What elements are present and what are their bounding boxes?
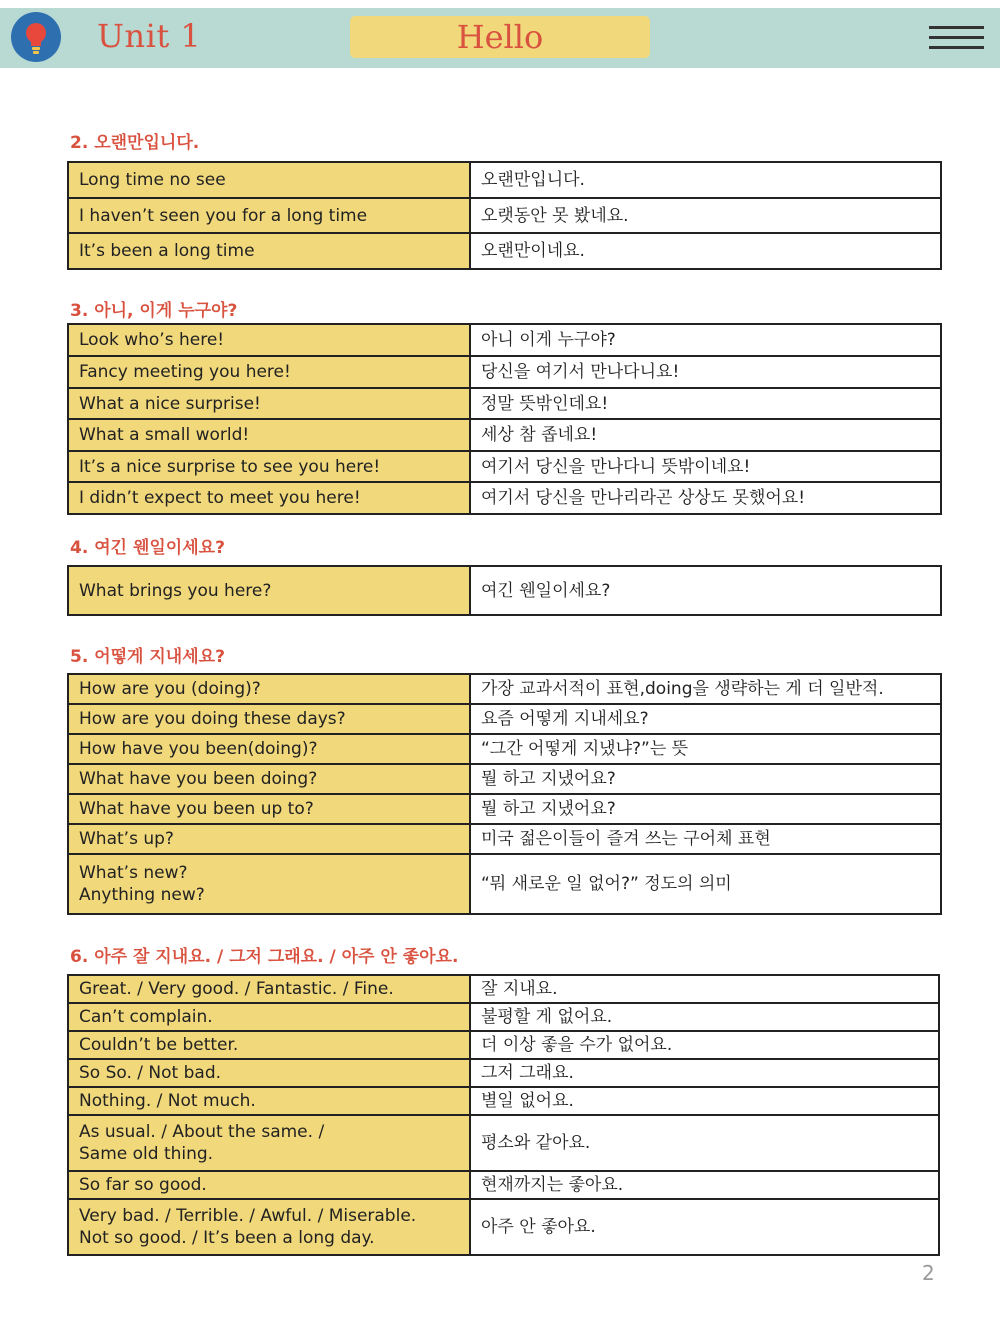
table-row bbox=[68, 1031, 939, 1059]
korean-meaning: 오랜만이네요. bbox=[470, 233, 941, 269]
table-row bbox=[68, 734, 941, 764]
table-row bbox=[68, 566, 941, 615]
table-row bbox=[68, 764, 941, 794]
korean-meaning: 정말 뜻밖인데요! bbox=[470, 388, 941, 419]
table-row bbox=[68, 1003, 939, 1031]
korean-meaning: 여기서 당신을 만나리라곤 상상도 못했어요! bbox=[470, 482, 941, 514]
korean-meaning: 뭘 하고 지냈어요? bbox=[470, 794, 941, 824]
english-phrase: How are you (doing)? bbox=[68, 674, 470, 704]
table-row bbox=[68, 1087, 939, 1115]
korean-meaning: 여기서 당신을 만나다니 뜻밖이네요! bbox=[470, 451, 941, 482]
topic-title: Hello bbox=[456, 18, 544, 56]
english-phrase: Fancy meeting you here! bbox=[68, 356, 470, 388]
unit-header bbox=[0, 8, 1000, 68]
phrase-table bbox=[67, 323, 942, 515]
korean-meaning: 잘 지내요. bbox=[470, 975, 939, 1003]
menu-line bbox=[929, 46, 984, 49]
korean-meaning: 여긴 웬일이세요? bbox=[470, 566, 941, 615]
korean-meaning: 가장 교과서적이 표현,doing을 생략하는 게 더 일반적. bbox=[470, 674, 941, 704]
table-row bbox=[68, 388, 941, 419]
table-row bbox=[68, 162, 941, 198]
korean-meaning: 세상 참 좁네요! bbox=[470, 419, 941, 451]
english-phrase: Great. / Very good. / Fantastic. / Fine. bbox=[68, 975, 470, 1003]
english-phrase: So far so good. bbox=[68, 1171, 470, 1199]
phrase-table bbox=[67, 974, 940, 1256]
unit-title: Unit 1 bbox=[97, 17, 202, 55]
korean-meaning: 별일 없어요. bbox=[470, 1087, 939, 1115]
korean-meaning: 그저 그래요. bbox=[470, 1059, 939, 1087]
korean-meaning: 오랜만입니다. bbox=[470, 162, 941, 198]
topic-banner bbox=[350, 16, 650, 58]
section-title: 3. 아니, 이게 누구야? bbox=[70, 301, 238, 321]
section-title: 5. 어떻게 지내세요? bbox=[70, 647, 225, 667]
korean-meaning: 뭘 하고 지냈어요? bbox=[470, 764, 941, 794]
english-phrase: Look who’s here! bbox=[68, 324, 470, 356]
table-row bbox=[68, 324, 941, 356]
english-phrase: What’s up? bbox=[68, 824, 470, 854]
korean-meaning: 불평할 게 없어요. bbox=[470, 1003, 939, 1031]
korean-meaning: 요즘 어떻게 지내세요? bbox=[470, 704, 941, 734]
korean-meaning: 현재까지는 좋아요. bbox=[470, 1171, 939, 1199]
section-title: 4. 여긴 웬일이세요? bbox=[70, 538, 225, 558]
table-row bbox=[68, 1199, 939, 1255]
table-row bbox=[68, 198, 941, 233]
english-phrase: What’s new? Anything new? bbox=[68, 854, 470, 914]
english-phrase: What brings you here? bbox=[68, 566, 470, 615]
english-phrase: It’s a nice surprise to see you here! bbox=[68, 451, 470, 482]
lightbulb-icon bbox=[11, 12, 61, 62]
table-row bbox=[68, 1059, 939, 1087]
english-phrase: Long time no see bbox=[68, 162, 470, 198]
page-number: 2 bbox=[922, 1261, 935, 1285]
english-phrase: As usual. / About the same. / Same old thing. bbox=[68, 1115, 470, 1171]
table-row bbox=[68, 704, 941, 734]
table-row bbox=[68, 482, 941, 514]
english-phrase: Can’t complain. bbox=[68, 1003, 470, 1031]
korean-meaning: 오랫동안 못 봤네요. bbox=[470, 198, 941, 233]
korean-meaning: “뭐 새로운 일 없어?” 정도의 의미 bbox=[470, 854, 941, 914]
english-phrase: Couldn’t be better. bbox=[68, 1031, 470, 1059]
korean-meaning: “그간 어떻게 지냈냐?”는 뜻 bbox=[470, 734, 941, 764]
table-row bbox=[68, 854, 941, 914]
korean-meaning: 미국 젊은이들이 즐겨 쓰는 구어체 표현 bbox=[470, 824, 941, 854]
korean-meaning: 아니 이게 누구야? bbox=[470, 324, 941, 356]
english-phrase: What have you been doing? bbox=[68, 764, 470, 794]
english-phrase: What a nice surprise! bbox=[68, 388, 470, 419]
english-phrase: So So. / Not bad. bbox=[68, 1059, 470, 1087]
english-phrase: It’s been a long time bbox=[68, 233, 470, 269]
table-row bbox=[68, 975, 939, 1003]
english-phrase: What have you been up to? bbox=[68, 794, 470, 824]
table-row bbox=[68, 419, 941, 451]
korean-meaning: 평소와 같아요. bbox=[470, 1115, 939, 1171]
table-row bbox=[68, 674, 941, 704]
phrase-table bbox=[67, 565, 942, 616]
korean-meaning: 더 이상 좋을 수가 없어요. bbox=[470, 1031, 939, 1059]
phrase-table bbox=[67, 161, 942, 270]
english-phrase: Very bad. / Terrible. / Awful. / Miserable. Not so good. / It’s been a long day. bbox=[68, 1199, 470, 1255]
phrase-table bbox=[67, 673, 942, 915]
section-title: 6. 아주 잘 지내요. / 그저 그래요. / 아주 안 좋아요. bbox=[70, 947, 459, 967]
table-row bbox=[68, 1115, 939, 1171]
table-row bbox=[68, 824, 941, 854]
english-phrase: What a small world! bbox=[68, 419, 470, 451]
english-phrase: How have you been(doing)? bbox=[68, 734, 470, 764]
korean-meaning: 당신을 여기서 만나다니요! bbox=[470, 356, 941, 388]
table-row bbox=[68, 794, 941, 824]
table-row bbox=[68, 1171, 939, 1199]
korean-meaning: 아주 안 좋아요. bbox=[470, 1199, 939, 1255]
english-phrase: I didn’t expect to meet you here! bbox=[68, 482, 470, 514]
table-row bbox=[68, 233, 941, 269]
section-title: 2. 오랜만입니다. bbox=[70, 133, 200, 153]
table-row bbox=[68, 356, 941, 388]
english-phrase: How are you doing these days? bbox=[68, 704, 470, 734]
hamburger-menu-icon[interactable] bbox=[929, 26, 984, 50]
menu-line bbox=[929, 36, 984, 39]
english-phrase: I haven’t seen you for a long time bbox=[68, 198, 470, 233]
english-phrase: Nothing. / Not much. bbox=[68, 1087, 470, 1115]
menu-line bbox=[929, 26, 984, 29]
table-row bbox=[68, 451, 941, 482]
